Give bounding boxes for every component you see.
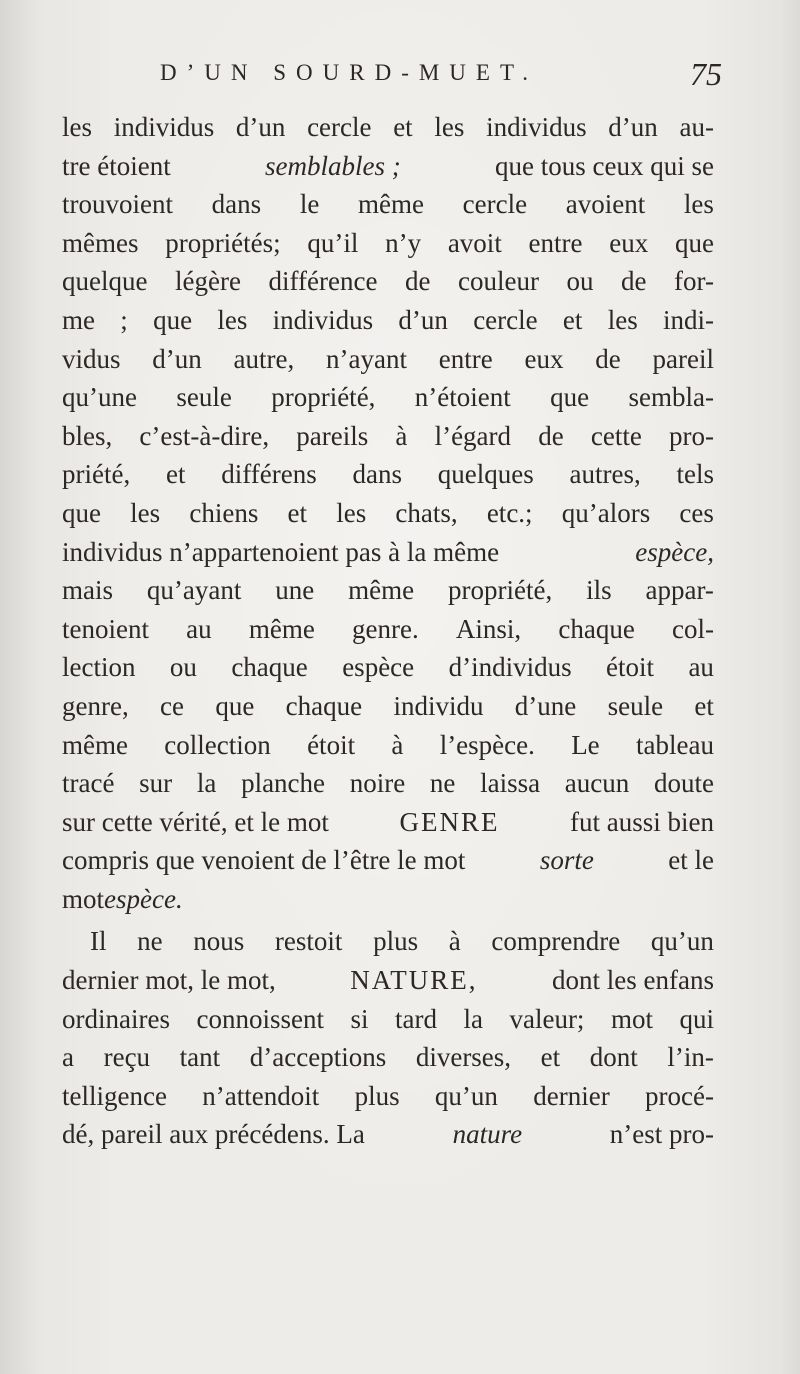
word: d’un bbox=[398, 304, 448, 335]
word: tard bbox=[394, 1003, 437, 1034]
word: chiens bbox=[189, 497, 259, 528]
text-line bbox=[62, 571, 714, 610]
word: propriétés; bbox=[165, 227, 281, 258]
word: etc.; bbox=[486, 497, 533, 528]
word: diverses, bbox=[415, 1042, 512, 1073]
paragraph-2 bbox=[62, 922, 714, 1154]
word: propriété, bbox=[448, 575, 553, 606]
word: eux bbox=[609, 227, 649, 258]
word: Le bbox=[571, 729, 600, 760]
text-line bbox=[62, 1077, 714, 1116]
paragraph-1 bbox=[62, 108, 714, 918]
word: les bbox=[336, 497, 367, 528]
text-line bbox=[62, 301, 714, 340]
word: l’égard bbox=[434, 420, 512, 451]
italic-word: sorte bbox=[539, 845, 594, 876]
word: seule bbox=[607, 690, 664, 721]
text-line bbox=[62, 726, 714, 765]
word: d’un bbox=[608, 112, 658, 142]
small-caps-word: NATURE, bbox=[350, 965, 478, 996]
line-text: tre étoient bbox=[62, 150, 171, 181]
word: d’un bbox=[235, 112, 286, 142]
page-number: 75 bbox=[690, 56, 722, 92]
word: même bbox=[248, 613, 315, 644]
word: d’individus bbox=[448, 652, 572, 683]
word: reçu bbox=[103, 1042, 151, 1073]
word: genre, bbox=[62, 690, 129, 721]
text-line bbox=[62, 185, 714, 224]
word: trouvoient bbox=[62, 189, 173, 220]
word: mais bbox=[62, 575, 113, 606]
word: que bbox=[153, 304, 193, 335]
word: chaque bbox=[285, 690, 363, 721]
word: tableau bbox=[635, 729, 714, 760]
word: et bbox=[165, 459, 186, 490]
word: les bbox=[62, 112, 92, 142]
word: chats, bbox=[395, 497, 458, 528]
word: procé- bbox=[645, 1080, 714, 1111]
word: collection bbox=[164, 729, 271, 760]
word: qui bbox=[679, 1003, 714, 1034]
word: tracé bbox=[62, 768, 115, 799]
word: de bbox=[404, 266, 431, 297]
word: ou bbox=[169, 652, 197, 683]
line-text: individus n’appartenoient pas à la même bbox=[62, 536, 500, 567]
line-text: mot bbox=[62, 883, 105, 914]
word: individus bbox=[272, 304, 374, 335]
word: les bbox=[434, 112, 465, 142]
word: appar- bbox=[645, 575, 714, 606]
word: chaque bbox=[231, 652, 308, 683]
text-line bbox=[62, 262, 714, 301]
word: même bbox=[348, 575, 415, 606]
word: n’y bbox=[385, 227, 422, 258]
word: plus bbox=[354, 1080, 400, 1111]
word: individus bbox=[113, 112, 215, 142]
word: l’espèce. bbox=[439, 729, 535, 760]
text-line bbox=[62, 378, 714, 417]
word: comprendre bbox=[491, 926, 621, 957]
word: sur bbox=[139, 768, 173, 799]
word: tenoient bbox=[62, 613, 149, 644]
word: les bbox=[217, 304, 248, 335]
word: de bbox=[621, 266, 647, 297]
word: doute bbox=[653, 768, 714, 799]
word: ; bbox=[120, 304, 128, 335]
word: si bbox=[350, 1003, 369, 1034]
word: ne bbox=[137, 926, 163, 957]
word: avoient bbox=[565, 189, 646, 220]
word: quelque bbox=[62, 266, 148, 297]
word: les bbox=[683, 189, 714, 220]
word: tant bbox=[179, 1042, 221, 1073]
word: quelques bbox=[437, 459, 534, 490]
text-line bbox=[62, 922, 714, 961]
word: même bbox=[62, 729, 128, 760]
word: laissa bbox=[480, 768, 541, 799]
word: me bbox=[62, 304, 95, 335]
word: n’ayant bbox=[326, 343, 407, 374]
line-text: dernier mot, le mot, bbox=[62, 965, 276, 996]
word: c’est-à-dire, bbox=[139, 420, 270, 451]
line-text: dé, pareil aux précédens. La bbox=[62, 1119, 365, 1150]
word: aucun bbox=[564, 768, 630, 799]
word: une bbox=[275, 575, 315, 606]
word: ne bbox=[429, 768, 456, 799]
word: couleur bbox=[457, 266, 539, 297]
word: que bbox=[215, 690, 255, 721]
text-line bbox=[62, 610, 714, 649]
text-line bbox=[62, 147, 714, 186]
word: mêmes bbox=[62, 227, 139, 258]
word: dans bbox=[352, 459, 402, 490]
word: Ainsi, bbox=[455, 613, 522, 644]
word: col- bbox=[672, 613, 714, 644]
word: autres, bbox=[569, 459, 641, 490]
word: de bbox=[538, 420, 564, 451]
word: individu bbox=[393, 690, 484, 721]
word: lection bbox=[62, 652, 136, 683]
line-text: dont les enfans bbox=[552, 965, 714, 996]
word: à bbox=[395, 420, 408, 451]
body-text bbox=[62, 108, 714, 1154]
word: différence bbox=[268, 266, 378, 297]
word: pro- bbox=[669, 420, 714, 451]
word: planche bbox=[241, 768, 326, 799]
word: que bbox=[674, 227, 714, 258]
word: restoit bbox=[274, 926, 343, 957]
word: cercle bbox=[473, 304, 538, 335]
text-line bbox=[62, 687, 714, 726]
italic-word: espèce. bbox=[104, 883, 183, 914]
text-line bbox=[62, 533, 714, 572]
word: pareils bbox=[296, 420, 369, 451]
word: espèce bbox=[342, 652, 415, 683]
word: et bbox=[694, 690, 714, 721]
word: au- bbox=[679, 112, 714, 142]
word: a bbox=[62, 1042, 74, 1073]
word: seule bbox=[176, 382, 232, 413]
text-line bbox=[62, 494, 714, 533]
text-line bbox=[62, 1038, 714, 1077]
word: au bbox=[688, 652, 714, 683]
word: cette bbox=[590, 420, 642, 451]
text-line bbox=[62, 880, 714, 919]
word: plus bbox=[373, 926, 419, 957]
word: nous bbox=[193, 926, 245, 957]
word: le bbox=[299, 189, 320, 220]
word: et bbox=[287, 497, 308, 528]
line-text: et le bbox=[668, 845, 714, 876]
word: n’attendoit bbox=[202, 1080, 320, 1111]
italic-word: nature bbox=[452, 1119, 523, 1150]
text-line bbox=[62, 224, 714, 263]
text-line bbox=[62, 417, 714, 456]
word: légère bbox=[175, 266, 241, 297]
word: à bbox=[448, 926, 461, 957]
word: sembla- bbox=[628, 382, 714, 413]
word: qu’ayant bbox=[146, 575, 242, 606]
word: autre, bbox=[233, 343, 295, 374]
line-text: compris que venoient de l’être le mot bbox=[62, 845, 466, 876]
word: que bbox=[62, 497, 101, 528]
word: les bbox=[130, 497, 161, 528]
word: for- bbox=[674, 266, 714, 297]
word: valeur; bbox=[509, 1003, 585, 1034]
text-line bbox=[62, 841, 714, 880]
word: eux bbox=[524, 343, 564, 374]
word: n’étoient bbox=[414, 382, 511, 413]
word: dont bbox=[589, 1042, 638, 1073]
word: bles, bbox=[62, 420, 113, 451]
word: d’une bbox=[514, 690, 577, 721]
word: Il bbox=[90, 926, 107, 957]
word: qu’un bbox=[650, 926, 714, 957]
word: à bbox=[391, 729, 404, 760]
word: connoissent bbox=[196, 1003, 324, 1034]
word: d’un bbox=[152, 343, 202, 374]
word: tels bbox=[676, 459, 714, 490]
word: telligence bbox=[62, 1080, 167, 1111]
italic-word: espèce, bbox=[635, 536, 714, 567]
word: individus bbox=[486, 112, 587, 142]
text-line bbox=[62, 803, 714, 842]
line-text: n’est pro- bbox=[609, 1119, 714, 1150]
text-line bbox=[62, 455, 714, 494]
word: chaque bbox=[558, 613, 635, 644]
word: dernier bbox=[533, 1080, 610, 1111]
word: ordinaires bbox=[62, 1003, 170, 1034]
word: qu’alors bbox=[561, 497, 651, 528]
word: la bbox=[196, 768, 217, 799]
word: ou bbox=[566, 266, 594, 297]
word: de bbox=[595, 343, 621, 374]
running-title: D’UN SOURD-MUET. bbox=[160, 60, 539, 85]
text-line bbox=[62, 764, 714, 803]
text-line bbox=[62, 340, 714, 379]
word: pareil bbox=[652, 343, 714, 374]
line-text: que tous ceux qui se bbox=[495, 150, 714, 181]
word: entre bbox=[528, 227, 583, 258]
word: mot bbox=[610, 1003, 653, 1034]
word: et bbox=[393, 112, 413, 142]
small-caps-word: GENRE bbox=[399, 806, 500, 837]
word: noire bbox=[349, 768, 406, 799]
word: ce bbox=[160, 690, 185, 721]
text-line bbox=[62, 648, 714, 687]
word: la bbox=[463, 1003, 483, 1034]
word: l’in- bbox=[667, 1042, 714, 1073]
word: vidus bbox=[62, 343, 121, 374]
word: même bbox=[358, 189, 424, 220]
word: qu’une bbox=[62, 382, 137, 413]
word: genre. bbox=[352, 613, 419, 644]
text-line bbox=[62, 1115, 714, 1154]
text-line bbox=[62, 961, 714, 1000]
word: ces bbox=[679, 497, 714, 528]
word: et bbox=[540, 1042, 561, 1073]
word: au bbox=[186, 613, 212, 644]
word: indi- bbox=[662, 304, 714, 335]
word: propriété, bbox=[271, 382, 376, 413]
word: entre bbox=[438, 343, 493, 374]
line-text: fut aussi bien bbox=[570, 806, 714, 837]
word: qu’un bbox=[434, 1080, 498, 1111]
word: étoit bbox=[307, 729, 356, 760]
word: qu’il bbox=[307, 227, 359, 258]
word: avoit bbox=[447, 227, 502, 258]
text-line bbox=[62, 1000, 714, 1039]
word: ils bbox=[586, 575, 612, 606]
word: priété, bbox=[62, 459, 131, 490]
word: cercle bbox=[307, 112, 372, 142]
line-text: sur cette vérité, et le mot bbox=[62, 806, 329, 837]
word: différens bbox=[221, 459, 317, 490]
text-line bbox=[62, 108, 714, 147]
word: et bbox=[562, 304, 583, 335]
italic-word: semblables ; bbox=[265, 150, 401, 181]
word: que bbox=[550, 382, 590, 413]
word: dans bbox=[211, 189, 262, 220]
word: étoit bbox=[606, 652, 655, 683]
page-header bbox=[62, 56, 722, 96]
word: les bbox=[607, 304, 638, 335]
word: cercle bbox=[462, 189, 528, 220]
word: d’acceptions bbox=[249, 1042, 387, 1073]
